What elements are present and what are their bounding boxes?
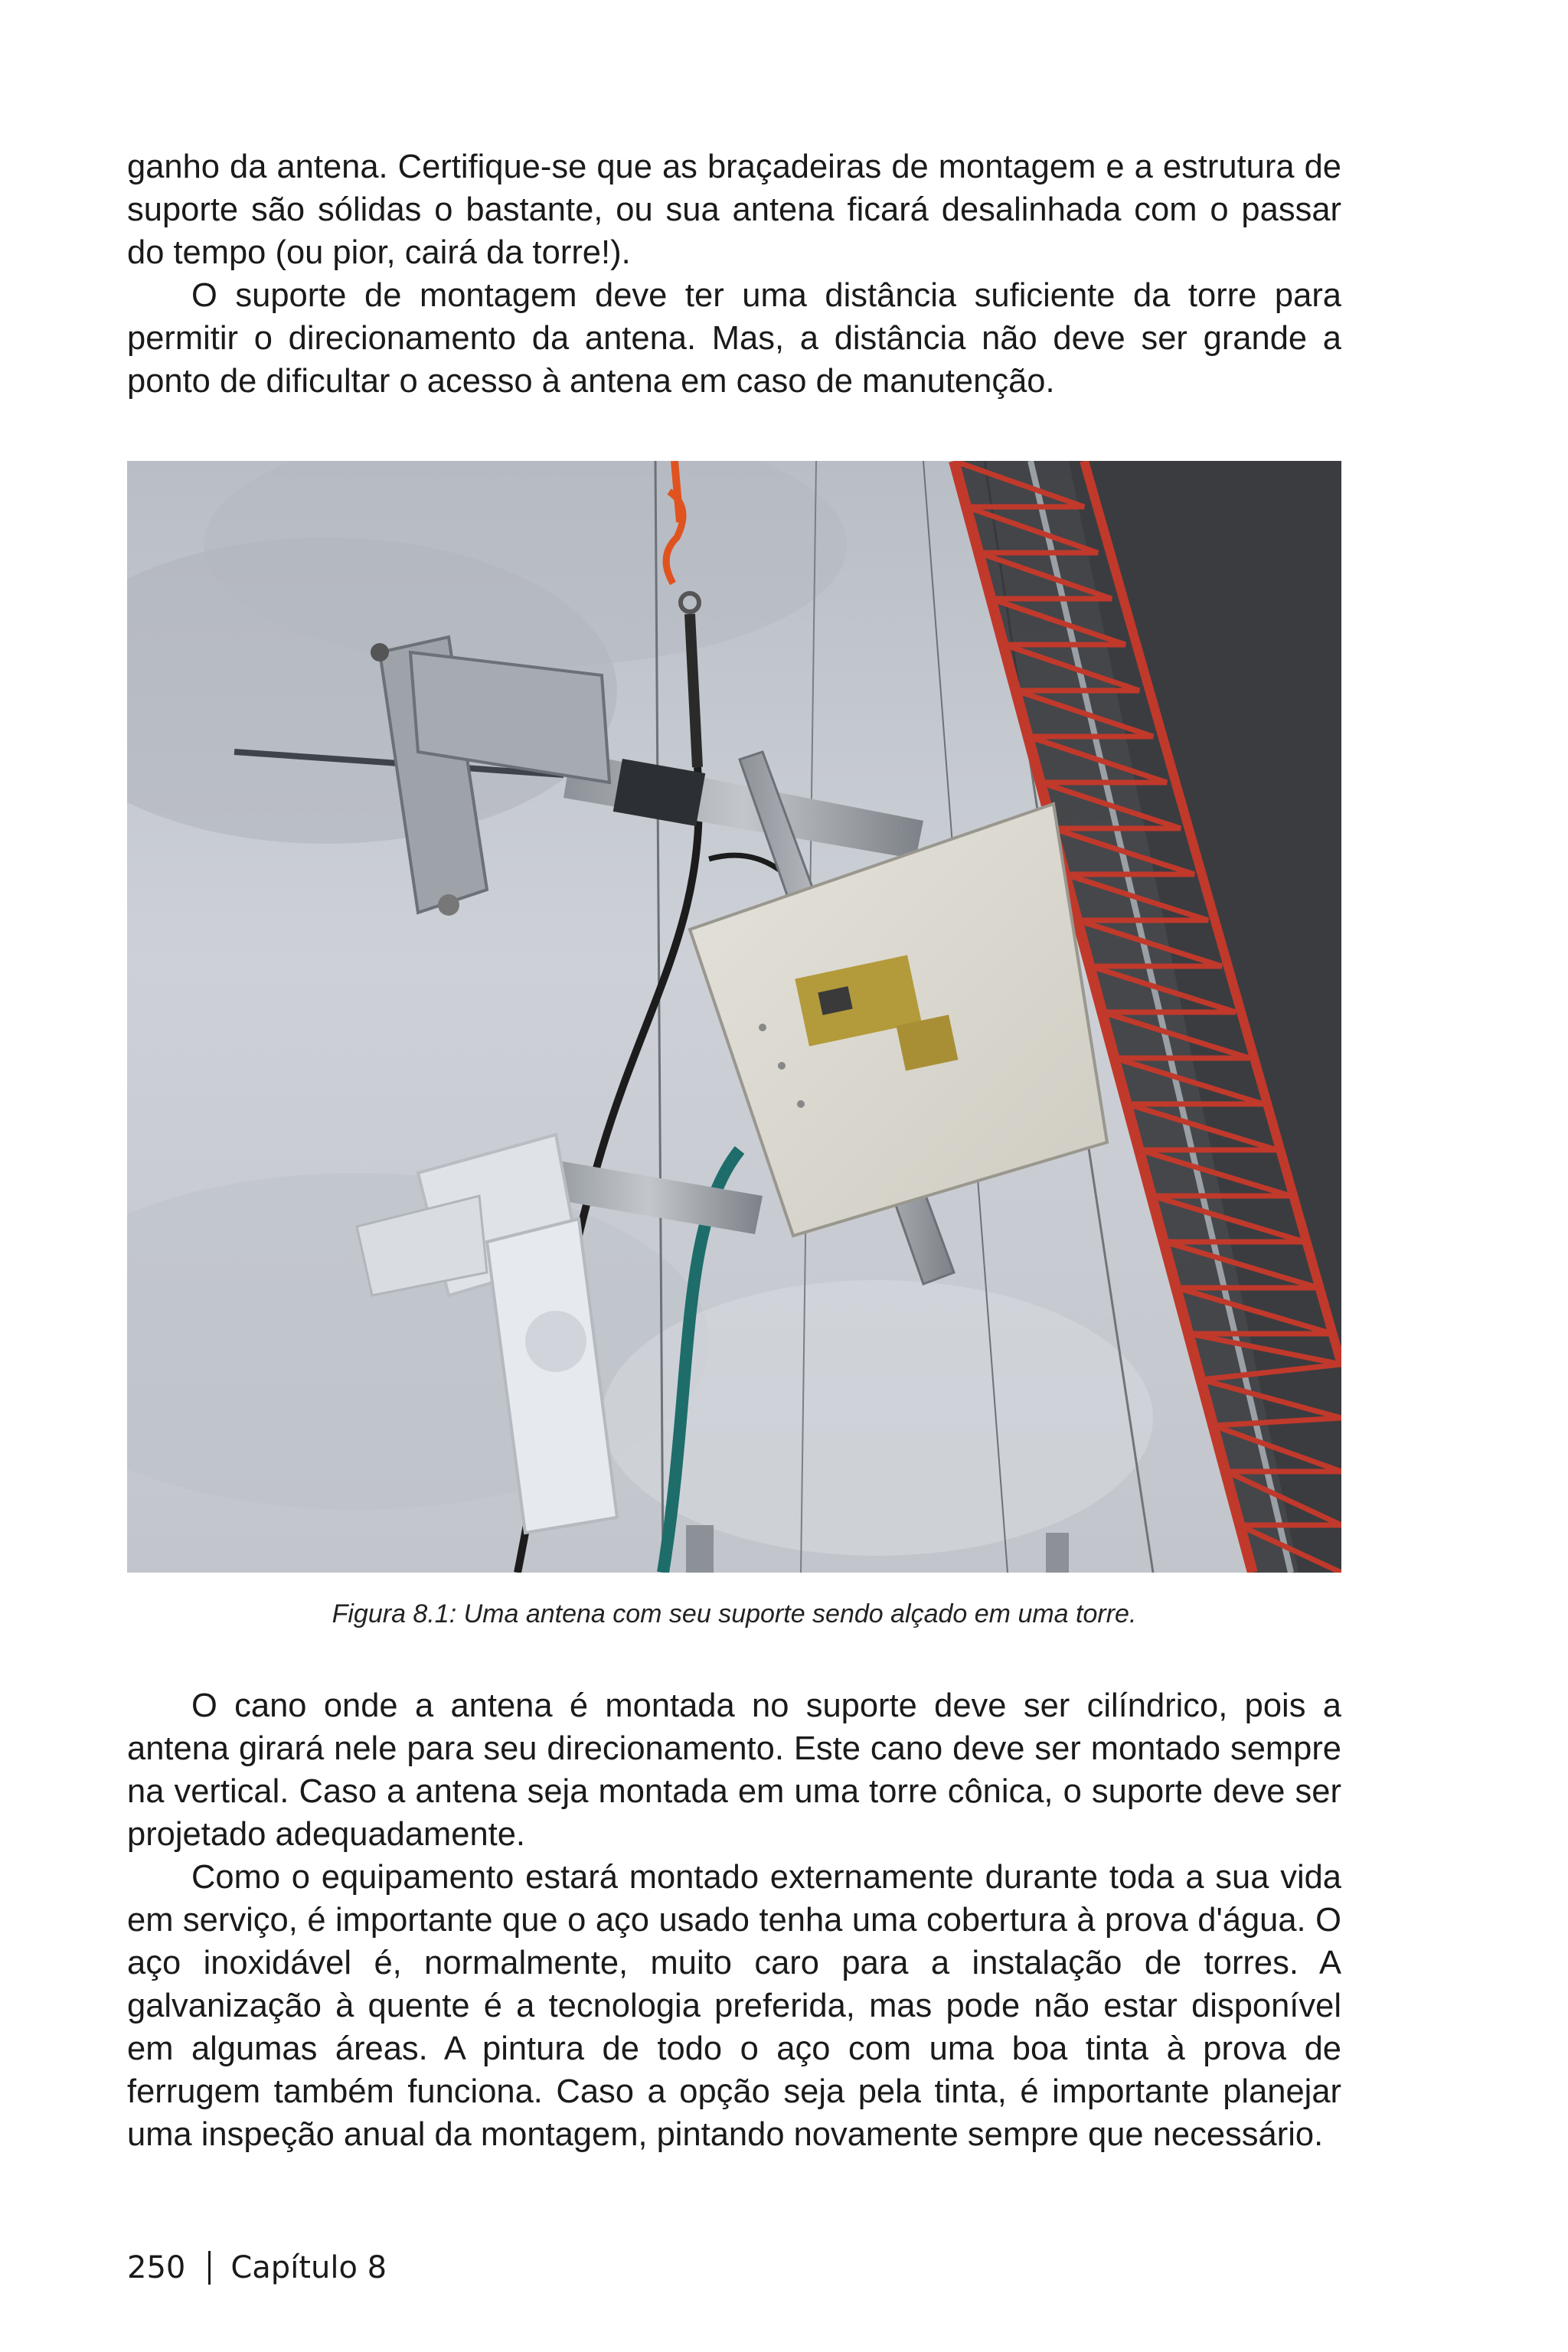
paragraph-mount-pipe: O cano onde a antena é montada no suporte deve ser cilíndrico, pois a antena girará nele para seu direcionamento. Este cano deve ser montado sempre na vertical. Caso a antena seja montada em uma torre cônica, o suporte deve ser projetado adequadamente. [127, 1687, 1341, 1853]
paragraph-mount-distance: O suporte de montagem deve ter uma distância suficiente da torre para permitir o direcionamento da antena. Mas, a distância não deve ser grande a ponto de dificultar o acesso à antena em caso de manutenção. [127, 277, 1341, 400]
chapter-label: Capítulo 8 [230, 2250, 387, 2285]
page-number: 250 [127, 2250, 186, 2285]
paragraph-continuation: ganho da antena. Certifique-se que as braçadeiras de montagem e a estrutura de suporte são sólidas o bastante, ou sua antena ficará desalinhada com o passar do tempo (ou pior, cairá da torre!). [127, 149, 1341, 271]
antenna-photo-illustration [127, 461, 1341, 1573]
paragraph-corrosion: Como o equipamento estará montado externamente durante toda a sua vida em serviço, é importante que o aço usado tenha uma cobertura à prova d'água. O aço inoxidável é, normalmente, muito caro para a instalação de torres. A galvanização à quente é a tecnologia preferida, mas pode não estar disponível em algumas áreas. A pintura de todo o aço com uma boa tinta à prova de ferrugem também funciona. Caso a opção seja pela tinta, é importante planejar uma inspeção anual da montagem, pintando novamente sempre que necessário. [127, 1859, 1341, 2153]
figure-caption: Figura 8.1: Uma antena com seu suporte sendo alçado em uma torre. [332, 1599, 1137, 1628]
page-footer [127, 2246, 387, 2289]
bottom-text-block [127, 1684, 1341, 2156]
figure-antenna-photo [127, 461, 1341, 1573]
footer-separator [208, 2251, 211, 2285]
top-text-block [127, 145, 1341, 403]
